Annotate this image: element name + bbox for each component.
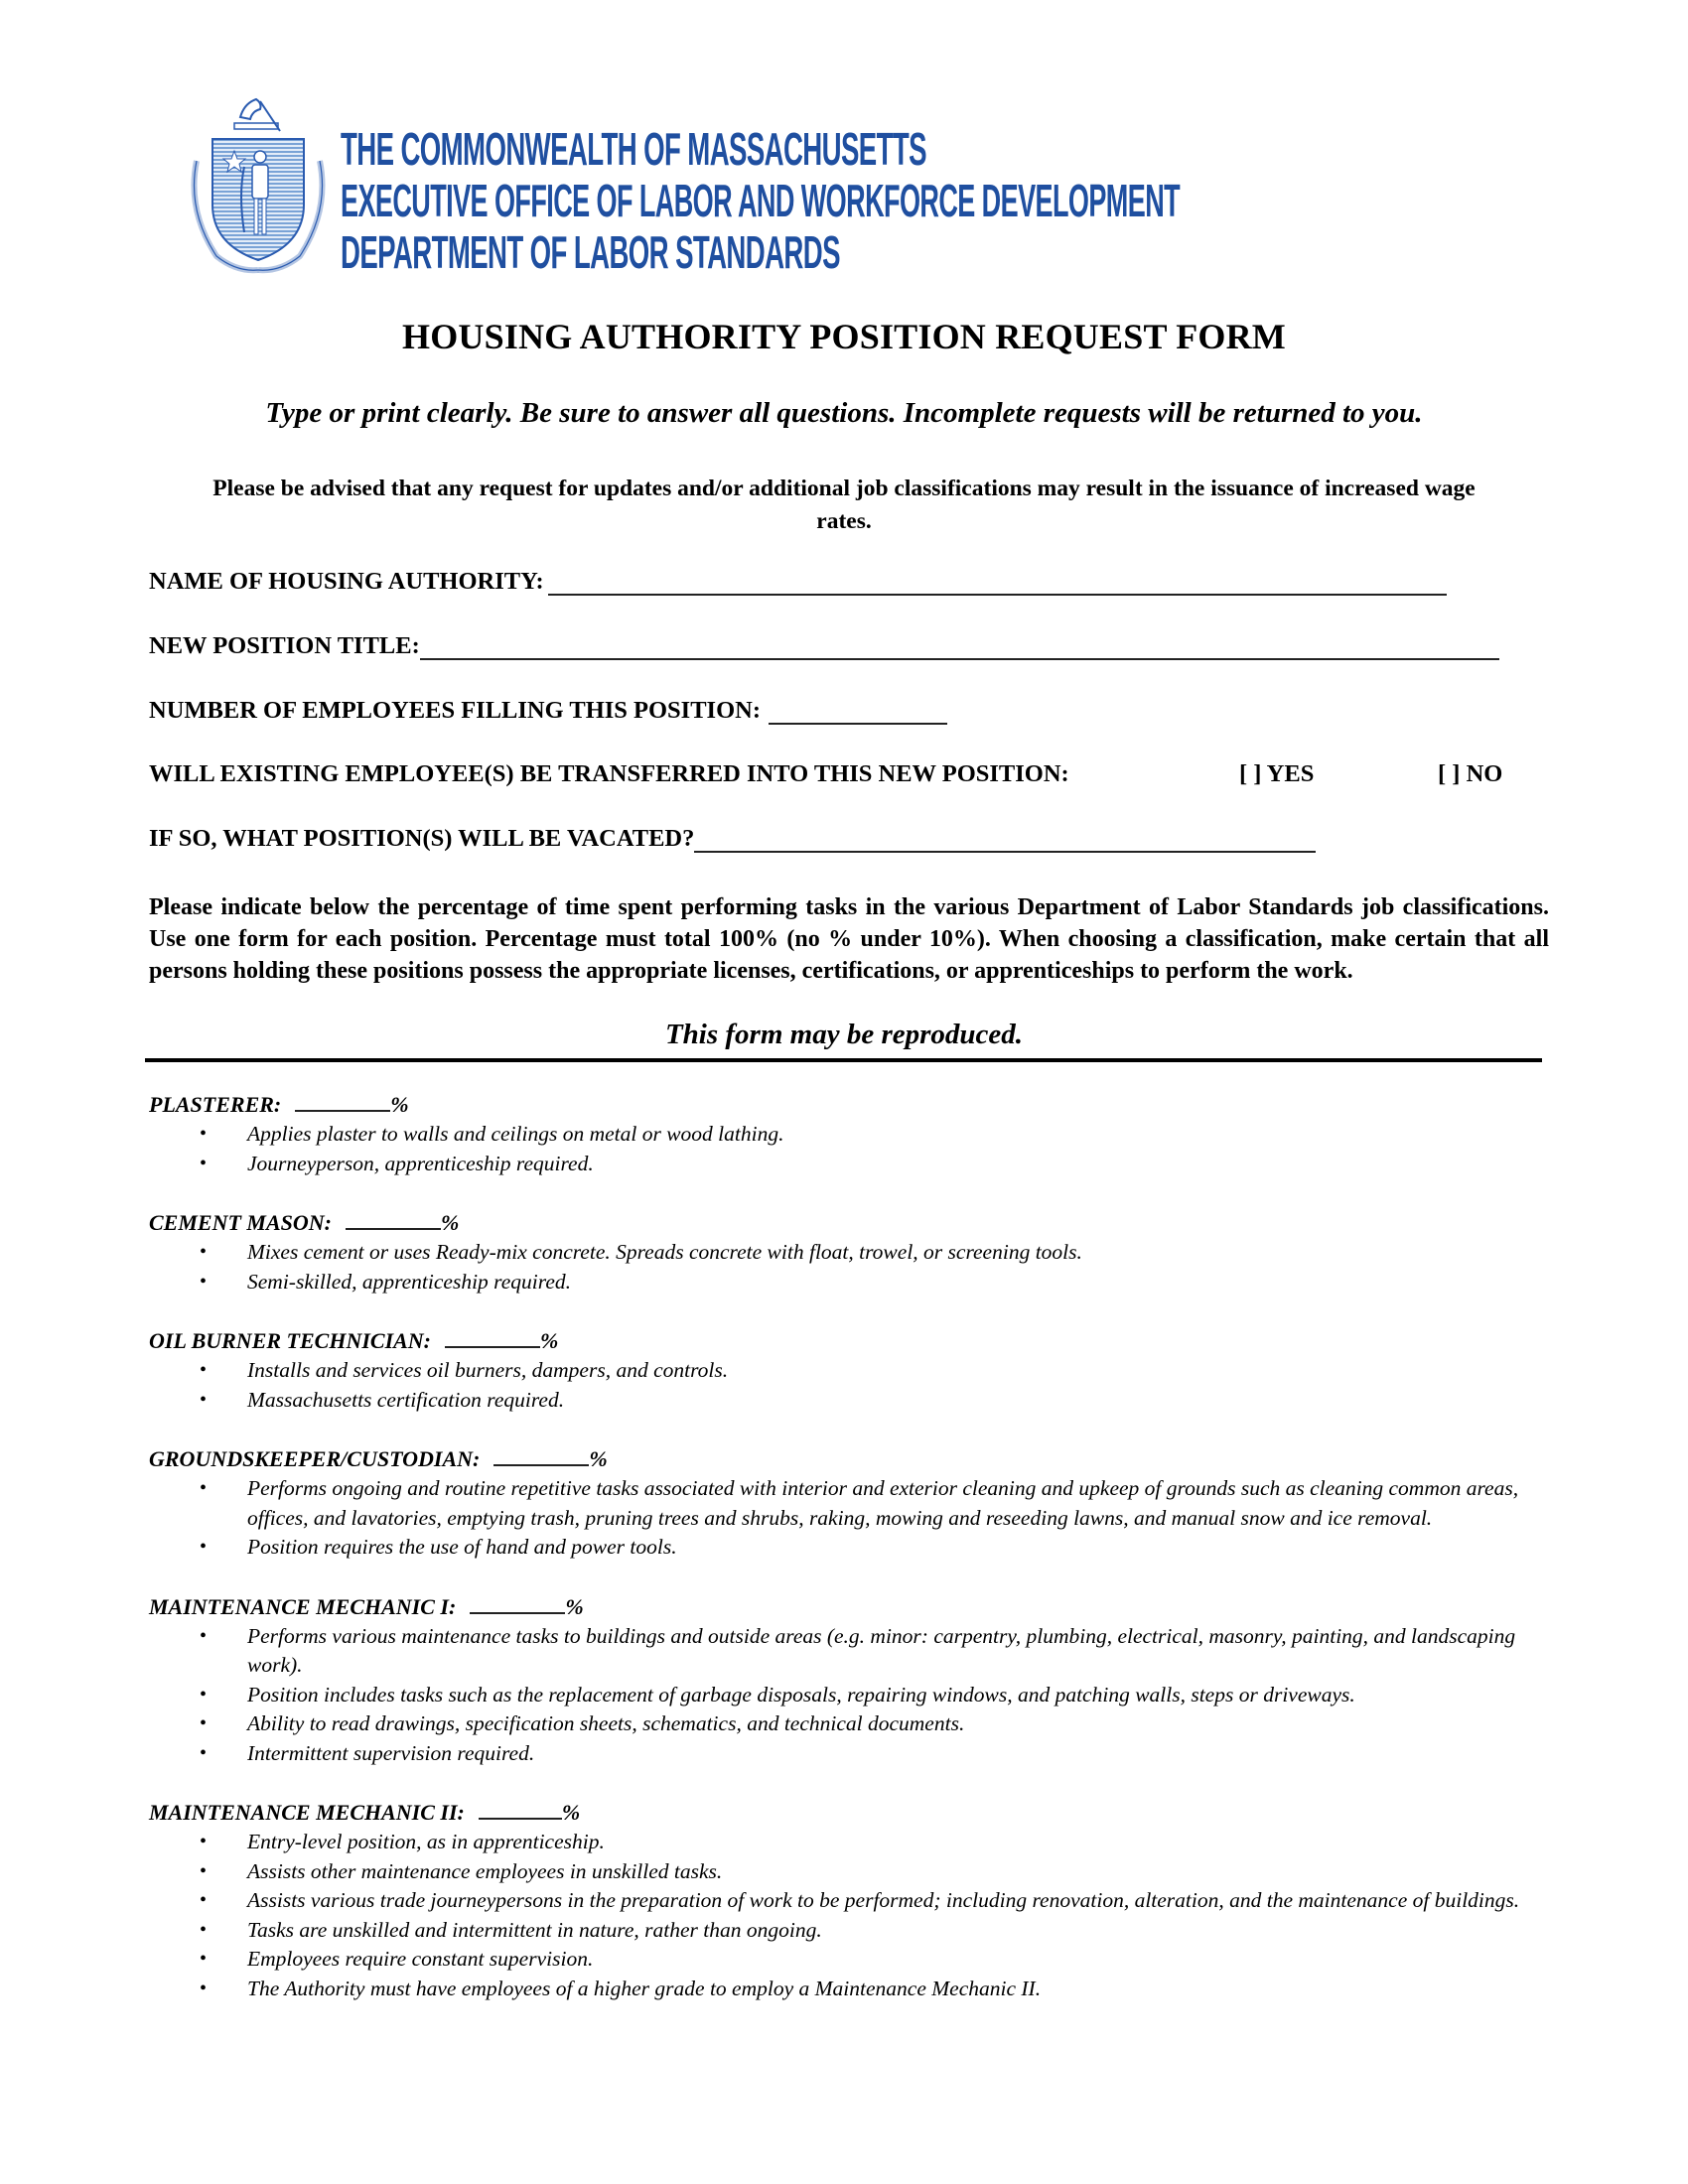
classification-name: MAINTENANCE MECHANIC II: <box>149 1800 465 1825</box>
bullet-icon: • <box>200 1536 208 1558</box>
classification-name: CEMENT MASON: <box>149 1210 332 1235</box>
form-title: HOUSING AUTHORITY POSITION REQUEST FORM <box>402 317 1286 356</box>
cement-mason-percent-input[interactable] <box>346 1210 441 1230</box>
classification-name: PLASTERER: <box>149 1092 282 1117</box>
percentage-instructions: Please indicate below the percentage of time spent performing tasks in the various Department of Labor Standards job classifications. Use one form for each position. Percentage must total 100% (no % under 10%). When choosing a classification, make certain that all persons holding these positions possess the appropriate licenses, certifications, or apprenticeships to perform the work. <box>149 894 1549 984</box>
classification-groundskeeper-custodian <box>149 1444 1559 1563</box>
percent-sign: % <box>565 1593 584 1619</box>
list-item: • Position requires the use of hand and power tools. <box>149 1533 1559 1563</box>
bullet-icon: • <box>200 1948 208 1970</box>
num-employees-input[interactable] <box>769 701 947 725</box>
classification-plasterer <box>149 1090 1559 1178</box>
housing-authority-label: NAME OF HOUSING AUTHORITY: <box>149 568 544 595</box>
vacated-positions-label: IF SO, WHAT POSITION(S) WILL BE VACATED? <box>149 825 695 852</box>
classification-maintenance-mechanic-i <box>149 1592 1559 1769</box>
bullet-icon: • <box>200 1712 208 1734</box>
transfer-yes-label: YES <box>1266 760 1315 787</box>
bullet-icon: • <box>200 1683 208 1706</box>
bullet-icon: • <box>200 1918 208 1941</box>
bullet-icon: • <box>200 1977 208 1999</box>
bullet-icon: • <box>200 1123 208 1145</box>
classification-bullets <box>149 1238 1559 1297</box>
bullet-icon: • <box>200 1388 208 1411</box>
bullet-icon: • <box>200 1624 208 1647</box>
list-item: • Entry-level position, as in apprenticeship. <box>149 1828 1559 1857</box>
percent-sign: % <box>390 1092 409 1117</box>
num-employees-field <box>149 697 947 725</box>
groundskeeper-percent-input[interactable] <box>493 1446 589 1466</box>
list-item: • The Authority must have employees of a higher grade to employ a Maintenance Mechanic II. <box>149 1975 1559 2004</box>
classification-name: OIL BURNER TECHNICIAN: <box>149 1328 432 1353</box>
percent-sign: % <box>540 1328 559 1353</box>
advisory-note: Please be advised that any request for updates and/or additional job classifications may result in the issuance of increased wage rates. <box>212 476 1476 534</box>
list-item: • Performs ongoing and routine repetitive tasks associated with interior and exterior cleaning and upkeep of grounds such as cleaning common areas, offices, and lavatories, emptying trash, pruning trees and shrubs, raking, mowing and reseeding lawns, and manual snow and ice removal. <box>200 1476 1519 1530</box>
list-item: • Position includes tasks such as the replacement of garbage disposals, repairing windows, and patching walls, steps or driveways. <box>149 1681 1559 1710</box>
bullet-icon: • <box>200 1359 208 1381</box>
massachusetts-seal-icon <box>179 95 338 274</box>
position-title-field <box>149 632 1499 660</box>
transfer-question <box>149 760 1069 788</box>
maintenance-mechanic-ii-percent-input[interactable] <box>479 1800 562 1820</box>
section-divider <box>145 1058 1542 1062</box>
classification-bullets <box>149 1474 1559 1563</box>
transfer-yes-checkbox[interactable]: [ ] <box>1239 760 1262 787</box>
list-item: • Journeyperson, apprenticeship required. <box>149 1150 1559 1179</box>
classification-bullets <box>149 1356 1559 1415</box>
transfer-no-checkbox[interactable]: [ ] <box>1438 760 1461 787</box>
letterhead <box>179 95 1251 284</box>
position-title-input[interactable] <box>420 636 1499 660</box>
bullet-icon: • <box>200 1831 208 1852</box>
classification-maintenance-mechanic-ii <box>149 1798 1559 2003</box>
list-item: • Performs various maintenance tasks to buildings and outside areas (e.g. minor: carpentry, plumbing, electrical, masonry, painting, and landscaping work). <box>200 1623 1516 1677</box>
bullet-icon: • <box>200 1889 208 1911</box>
list-item: • Semi-skilled, apprenticeship required. <box>149 1268 1559 1297</box>
list-item: • Employees require constant supervision. <box>149 1945 1559 1975</box>
bullet-icon: • <box>200 1152 208 1174</box>
vacated-positions-field <box>149 825 1316 853</box>
agency-name <box>341 123 1688 278</box>
classification-bullets <box>149 1622 1559 1769</box>
classification-bullets <box>149 1120 1559 1178</box>
reproduce-note: This form may be reproduced. <box>664 1019 1024 1050</box>
classification-cement-mason <box>149 1208 1559 1297</box>
agency-line-executive-office: EXECUTIVE OFFICE OF LABOR AND WORKFORCE DEVELOPMENT <box>341 175 1181 226</box>
percent-sign: % <box>440 1210 460 1235</box>
percent-sign: % <box>561 1800 581 1825</box>
bullet-icon: • <box>200 1741 208 1764</box>
bullet-icon: • <box>200 1477 208 1499</box>
list-item: • Applies plaster to walls and ceilings on metal or wood lathing. <box>149 1120 1559 1150</box>
num-employees-label: NUMBER OF EMPLOYEES FILLING THIS POSITION: <box>149 697 762 724</box>
transfer-no-option[interactable] <box>1438 760 1502 788</box>
oil-burner-percent-input[interactable] <box>445 1328 540 1348</box>
agency-line-department: DEPARTMENT OF LABOR STANDARDS <box>341 226 840 278</box>
classification-name: GROUNDSKEEPER/CUSTODIAN: <box>149 1446 481 1471</box>
maintenance-mechanic-i-percent-input[interactable] <box>470 1594 565 1614</box>
job-classifications <box>149 1090 1559 2033</box>
list-item: • Assists various trade journeypersons in the preparation of work to be performed; including renovation, alteration, and the maintenance of buildings. <box>149 1886 1559 1916</box>
housing-authority-field <box>149 568 1447 596</box>
housing-authority-input[interactable] <box>548 572 1447 596</box>
classification-bullets <box>149 1828 1559 2003</box>
classification-oil-burner-technician <box>149 1326 1559 1415</box>
list-item: • Assists other maintenance employees in unskilled tasks. <box>149 1857 1559 1887</box>
list-item: • Tasks are unskilled and intermittent in nature, rather than ongoing. <box>149 1916 1559 1946</box>
agency-line-commonwealth: THE COMMONWEALTH OF MASSACHUSETTS <box>341 123 926 175</box>
list-item: • Massachusetts certification required. <box>149 1386 1559 1416</box>
position-title-label: NEW POSITION TITLE: <box>149 632 420 659</box>
transfer-label: WILL EXISTING EMPLOYEE(S) BE TRANSFERRED INTO THIS NEW POSITION: <box>149 760 1069 787</box>
list-item: • Ability to read drawings, specification sheets, schematics, and technical documents. <box>149 1709 1559 1739</box>
classification-name: MAINTENANCE MECHANIC I: <box>149 1593 457 1619</box>
form-subtitle: Type or print clearly. Be sure to answer all questions. Incomplete requests will be returned to you. <box>265 397 1423 429</box>
transfer-no-label: NO <box>1466 760 1503 787</box>
list-item: • Mixes cement or uses Ready-mix concrete. Spreads concrete with float, trowel, or screening tools. <box>149 1238 1559 1268</box>
vacated-positions-input[interactable] <box>694 829 1316 853</box>
transfer-yes-option[interactable] <box>1239 760 1314 788</box>
percent-sign: % <box>589 1446 608 1471</box>
plasterer-percent-input[interactable] <box>295 1092 390 1112</box>
bullet-icon: • <box>200 1270 208 1293</box>
list-item: • Installs and services oil burners, dampers, and controls. <box>149 1356 1559 1386</box>
list-item: • Intermittent supervision required. <box>149 1739 1559 1769</box>
bullet-icon: • <box>200 1859 208 1882</box>
bullet-icon: • <box>200 1241 208 1263</box>
